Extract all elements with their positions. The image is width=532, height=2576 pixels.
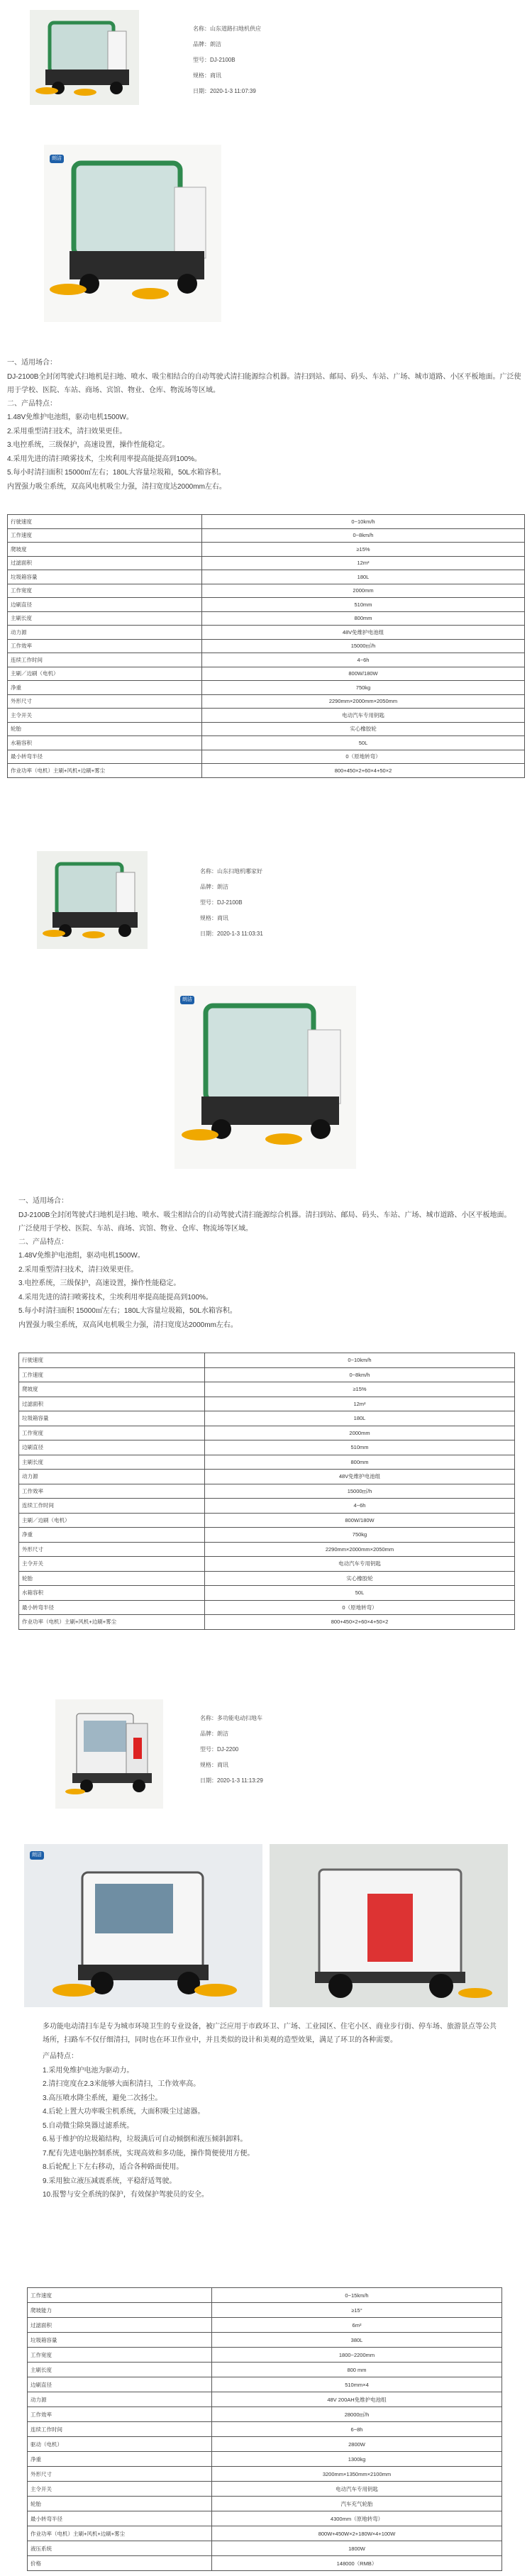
spec-label: 主刷长度 — [28, 2363, 212, 2377]
feature-item: 8.后轮配上下左右移动，适合各种路面使用。 — [43, 2163, 184, 2171]
spec-value: 800+450×2+60×4+50×2 — [202, 764, 525, 778]
sweeper-image — [174, 986, 356, 1169]
feature-item: 6.易于维护的垃圾箱结构，垃圾满后可自动倾倒和液压倾斜卸料。 — [43, 2136, 248, 2143]
product-thumbnail[interactable] — [30, 10, 139, 105]
spec-row — [28, 2392, 502, 2407]
spec-label: 过滤面积 — [8, 556, 202, 570]
spec-label: 工作效率 — [19, 1484, 205, 1499]
spec-value: 1800W — [212, 2541, 502, 2556]
spec-label: 水箱容积 — [19, 1586, 205, 1601]
spec-row — [28, 2303, 502, 2318]
spec-label: 作业功率（电机）主刷+风机+边刷+雾尘 — [28, 2526, 212, 2541]
spec-label: 工作宽度 — [19, 1426, 205, 1440]
spec-label: 主刷长度 — [8, 611, 202, 626]
spec-row — [28, 2288, 502, 2303]
spec-label: 最小转弯半径 — [28, 2511, 212, 2526]
spec-row — [28, 2497, 502, 2511]
spec-value: 3200mm×1350mm×2100mm — [212, 2467, 502, 2482]
spec-row — [19, 1615, 515, 1630]
feature-item: 4.采用先进的清扫喷雾技术，尘埃利用率提高能提高到100%。 — [7, 455, 201, 463]
spec-label: 动力源 — [8, 626, 202, 640]
spec-value: 0~8km/h — [205, 1367, 515, 1382]
spec-label: 垃圾箱容量 — [28, 2333, 212, 2348]
spec-label: 爬坡度 — [8, 543, 202, 557]
spec-label: 爬坡能力 — [28, 2303, 212, 2318]
spec-value: 15000㎡/h — [202, 639, 525, 653]
spec-label: 净重 — [19, 1528, 205, 1543]
feature-item: 2.采用重型清扫技术，清扫效果更佳。 — [18, 1265, 138, 1274]
product-brand: 品牌：朗洁 — [200, 1731, 228, 1737]
spec-row — [8, 653, 525, 667]
spec-label: 净重 — [8, 681, 202, 695]
spec-value: ≥15° — [212, 2303, 502, 2318]
product-brand: 品牌：朗洁 — [193, 41, 221, 48]
spec-row — [28, 2556, 502, 2571]
feature-item: 10.报警与安全系统的保护，有效保护驾驶员的安全。 — [43, 2191, 209, 2199]
spec-label: 行驶速度 — [19, 1353, 205, 1368]
spec-row — [8, 736, 525, 750]
spec-value: 380L — [212, 2333, 502, 2348]
spec-value: 电动汽车专用钥匙 — [202, 709, 525, 723]
spec-value: 800W/180W — [202, 667, 525, 681]
spec-value: 48V免维护电池组 — [205, 1470, 515, 1484]
spec-row — [19, 1470, 515, 1484]
spec-row — [28, 2437, 502, 2452]
brand-logo: 朗洁 — [180, 996, 194, 1004]
spec-value: 50L — [205, 1586, 515, 1601]
spec-label: 动力源 — [19, 1470, 205, 1484]
spec-value: 6~8h — [212, 2422, 502, 2437]
spec-row — [8, 709, 525, 723]
spec-row — [19, 1484, 515, 1499]
spec-value: 4300mm（原地转弯） — [212, 2511, 502, 2526]
spec-table — [18, 1353, 515, 1630]
sweeper-image — [270, 1844, 508, 2007]
spec-row — [8, 722, 525, 736]
spec-label: 外形尺寸 — [19, 1542, 205, 1557]
spec-label: 水箱容积 — [8, 736, 202, 750]
spec-row — [19, 1455, 515, 1470]
spec-value: 4~6h — [202, 653, 525, 667]
spec-value: 48V免维护电池组 — [202, 626, 525, 640]
spec-row — [19, 1382, 515, 1397]
spec-row — [28, 2511, 502, 2526]
feature-item: 5.每小时清扫面积 15000㎡左右；180L大容量垃圾箱，50L水箱容积。 — [18, 1307, 237, 1315]
spec-label: 工作效率 — [28, 2407, 212, 2422]
spec-row — [8, 667, 525, 681]
feature-item: 5.自动微尘除臭器过滤系统。 — [43, 2121, 134, 2130]
spec-value: 800+450×2+60×4+50×2 — [205, 1615, 515, 1630]
spec-value: 800mm — [205, 1455, 515, 1470]
feature-item: 1.48V免维护电池组，驱动电机1500W。 — [7, 413, 133, 421]
feature-item: 3.电控系统，三级保护，高速设置，操作性能稳定。 — [7, 441, 170, 449]
spec-value: 28000㎡/h — [212, 2407, 502, 2422]
spec-row — [28, 2333, 502, 2348]
spec-label: 主令开关 — [28, 2482, 212, 2497]
spec-label: 过滤面积 — [19, 1397, 205, 1411]
sweeper-image — [44, 145, 221, 322]
spec-row — [8, 611, 525, 626]
spec-value: 4~6h — [205, 1499, 515, 1514]
spec-label: 主刷／边刷（电机） — [19, 1513, 205, 1528]
spec-value: 2800W — [212, 2437, 502, 2452]
feature-item: 内置强力吸尘系统，双高风电机吸尘力强，清扫宽度达2000mm左右。 — [18, 1321, 238, 1329]
product-thumbnail[interactable] — [37, 851, 148, 949]
spec-row — [28, 2348, 502, 2363]
spec-label: 工作宽度 — [8, 584, 202, 598]
spec-row — [28, 2526, 502, 2541]
spec-label: 外形尺寸 — [8, 694, 202, 709]
spec-value: 48V 200AH免维护电池组 — [212, 2392, 502, 2407]
spec-label: 工作效率 — [8, 639, 202, 653]
product-name: 名称：山东道路扫地机供应 — [193, 26, 261, 32]
sweeper-image — [37, 851, 148, 949]
spec-row — [28, 2482, 502, 2497]
product-name: 名称：多功能电动扫地车 — [200, 1715, 262, 1721]
spec-label: 作业功率（电机）主刷+风机+边刷+雾尘 — [19, 1615, 205, 1630]
spec-value: 1800~2200mm — [212, 2348, 502, 2363]
spec-value: 2290mm×2000mm×2050mm — [202, 694, 525, 709]
spec-value: 510mm — [202, 598, 525, 612]
feature-item: 7.配有先进电脑控制系统，实现高效和多功能，操作简便使用方便。 — [43, 2149, 255, 2158]
feature-item: 2.采用重型清扫技术，清扫效果更佳。 — [7, 427, 127, 435]
spec-value: 实心橡胶轮 — [202, 722, 525, 736]
spec-value: 汽车充气轮胎 — [212, 2497, 502, 2511]
spec-row — [8, 556, 525, 570]
spec-value: 15000㎡/h — [205, 1484, 515, 1499]
spec-value: 0（原地转弯） — [205, 1600, 515, 1615]
spec-row — [28, 2318, 502, 2333]
product-model: 型号：DJ-2200 — [200, 1746, 239, 1753]
spec-row — [8, 584, 525, 598]
spec-value: 510mm×4 — [212, 2377, 502, 2392]
spec-label: 边刷直径 — [19, 1440, 205, 1455]
product-thumbnail[interactable] — [55, 1699, 163, 1809]
spec-label: 主令开关 — [19, 1557, 205, 1572]
spec-table — [7, 514, 525, 778]
spec-label: 轮胎 — [28, 2497, 212, 2511]
spec-row — [8, 694, 525, 709]
product-spec: 规格：商讯 — [200, 915, 228, 921]
spec-value: 2000mm — [202, 584, 525, 598]
spec-row — [19, 1367, 515, 1382]
product-photo-front — [24, 1844, 262, 2007]
product-spec: 规格：商讯 — [200, 1762, 228, 1768]
spec-row — [28, 2422, 502, 2437]
spec-label: 轮胎 — [19, 1571, 205, 1586]
sweeper-image — [24, 1844, 262, 2007]
feature-item: 1.采用免维护电池为驱动力。 — [43, 2066, 134, 2075]
spec-label: 最小转弯半径 — [8, 750, 202, 764]
feature-item: 9.采用独立液压减震系统，平稳舒适驾驶。 — [43, 2177, 177, 2185]
feature-item: 2.清扫宽度在2.3米能够大面积清扫，工作效率高。 — [43, 2080, 201, 2088]
spec-row — [8, 750, 525, 764]
spec-value: 电动汽车专用钥匙 — [212, 2482, 502, 2497]
spec-label: 工作速度 — [19, 1367, 205, 1382]
spec-label: 外形尺寸 — [28, 2467, 212, 2482]
intro-text: DJ-2100B全封闭驾驶式扫地机是扫地、喷水、吸尘相结合的自动驾驶式清扫能源综合机器。清扫到站、邮局、码头、车站、广场、城市道路、小区平板地面。广泛使用于学校、医院、车站、商场、宾馆、物业、仓库、物流场等区域。 — [18, 1211, 511, 1233]
spec-row — [28, 2452, 502, 2467]
spec-value: 800W/180W — [205, 1513, 515, 1528]
spec-value: 1300kg — [212, 2452, 502, 2467]
spec-value: 750kg — [205, 1528, 515, 1543]
spec-value: 0~15km/h — [212, 2288, 502, 2303]
product-model: 型号：DJ-2100B — [193, 57, 235, 63]
product-main-photo — [174, 986, 356, 1169]
spec-label: 连续工作时间 — [28, 2422, 212, 2437]
spec-label: 连续工作时间 — [8, 653, 202, 667]
feature-item: 4.后轮上置大功率吸尘机系统，大面积吸尘过滤器。 — [43, 2108, 205, 2116]
spec-label: 垃圾箱容量 — [8, 570, 202, 584]
spec-label: 价格 — [28, 2556, 212, 2571]
spec-value: 实心橡胶轮 — [205, 1571, 515, 1586]
spec-label: 工作速度 — [28, 2288, 212, 2303]
spec-value: 0~10km/h — [202, 515, 525, 529]
spec-label: 工作速度 — [8, 528, 202, 543]
spec-row — [19, 1499, 515, 1514]
spec-value: 148000（RMB） — [212, 2556, 502, 2571]
spec-value: 0~8km/h — [202, 528, 525, 543]
product-date: 日期：2020-1-3 11:13:29 — [200, 1777, 263, 1784]
spec-label: 工作宽度 — [28, 2348, 212, 2363]
spec-row — [28, 2363, 502, 2377]
spec-value: 510mm — [205, 1440, 515, 1455]
spec-row — [8, 515, 525, 529]
spec-label: 垃圾箱容量 — [19, 1411, 205, 1426]
section-title: 二、产品特点： — [7, 399, 57, 408]
spec-value: 0（原地转弯） — [202, 750, 525, 764]
intro-text: DJ-2100B全封闭驾驶式扫地机是扫地、喷水、吸尘相结合的自动驾驶式清扫能源综合机器。清扫到站、邮局、码头、车站、广场、城市道路、小区平板地面。广泛使用于学校、医院、车站、商场、宾馆、物业、仓库、物流场等区域。 — [7, 372, 521, 394]
spec-label: 液压系统 — [28, 2541, 212, 2556]
spec-row — [19, 1600, 515, 1615]
spec-value: 800W+450W×2+180W×4+100W — [212, 2526, 502, 2541]
spec-row — [8, 681, 525, 695]
feature-item: 3.电控系统，三级保护，高速设置，操作性能稳定。 — [18, 1279, 181, 1287]
brand-logo: 朗洁 — [50, 155, 64, 163]
spec-value: ≥15% — [202, 543, 525, 557]
spec-label: 边刷直径 — [8, 598, 202, 612]
spec-row — [8, 570, 525, 584]
spec-row — [8, 543, 525, 557]
spec-row — [19, 1528, 515, 1543]
intro-text: 多功能电动清扫车是专为城市环境卫生的专业设备，被广泛应用于市政环卫、广场、工业园区、住宅小区、商业步行街、停车场、旅游景点等公共场所，扫路车不仅仔细清扫，同时也在环卫作业中，并且类似的设计和美观的造型效果，满足了环卫的各种需要。 — [43, 2023, 497, 2044]
spec-row — [8, 528, 525, 543]
spec-value: 800 mm — [212, 2363, 502, 2377]
spec-value: 180L — [202, 570, 525, 584]
spec-row — [19, 1542, 515, 1557]
spec-row — [19, 1557, 515, 1572]
feature-item: 5.每小时清扫面积 15000㎡左右；180L大容量垃圾箱，50L水箱容积。 — [7, 469, 226, 477]
section-title: 产品特点： — [43, 2053, 78, 2060]
spec-row — [19, 1426, 515, 1440]
feature-item: 1.48V免维护电池组，驱动电机1500W。 — [18, 1252, 145, 1260]
spec-label: 爬坡度 — [19, 1382, 205, 1397]
spec-row — [8, 764, 525, 778]
spec-value: 12m² — [205, 1397, 515, 1411]
spec-label: 主刷长度 — [19, 1455, 205, 1470]
spec-label: 作业功率（电机）主刷+风机+边刷+雾尘 — [8, 764, 202, 778]
spec-value: 电动汽车专用钥匙 — [205, 1557, 515, 1572]
product-date: 日期：2020-1-3 11:03:31 — [200, 931, 263, 937]
spec-row — [19, 1571, 515, 1586]
spec-label: 动力源 — [28, 2392, 212, 2407]
product-main-photo — [44, 145, 221, 322]
product-photo-rear — [270, 1844, 508, 2007]
spec-value: 50L — [202, 736, 525, 750]
spec-value: 6m² — [212, 2318, 502, 2333]
spec-label: 行驶速度 — [8, 515, 202, 529]
brand-logo: 朗洁 — [30, 1851, 44, 1860]
feature-item: 3.高压喷水降尘系统，避免二次扬尘。 — [43, 2094, 162, 2102]
feature-item: 内置强力吸尘系统，双高风电机吸尘力强，清扫宽度达2000mm左右。 — [7, 482, 226, 491]
spec-row — [28, 2541, 502, 2556]
product-name: 名称：山东扫地机哪家好 — [200, 868, 262, 875]
spec-row — [8, 626, 525, 640]
spec-value: 12m² — [202, 556, 525, 570]
spec-label: 最小转弯半径 — [19, 1600, 205, 1615]
spec-label: 轮胎 — [8, 722, 202, 736]
spec-value: ≥15% — [205, 1382, 515, 1397]
spec-value: 180L — [205, 1411, 515, 1426]
spec-row — [8, 598, 525, 612]
sweeper-image — [55, 1699, 163, 1809]
spec-label: 主刷／边刷（电机） — [8, 667, 202, 681]
spec-value: 800mm — [202, 611, 525, 626]
product-brand: 品牌：朗洁 — [200, 884, 228, 890]
spec-value: 2290mm×2000mm×2050mm — [205, 1542, 515, 1557]
spec-row — [8, 639, 525, 653]
spec-value: 750kg — [202, 681, 525, 695]
spec-row — [19, 1411, 515, 1426]
spec-row — [28, 2377, 502, 2392]
spec-label: 驱动（电机） — [28, 2437, 212, 2452]
spec-row — [28, 2407, 502, 2422]
feature-item: 4.采用先进的清扫喷雾技术，尘埃利用率提高能提高到100%。 — [18, 1293, 213, 1301]
product-model: 型号：DJ-2100B — [200, 899, 243, 906]
spec-row — [19, 1513, 515, 1528]
product-date: 日期：2020-1-3 11:07:39 — [193, 88, 256, 94]
spec-label: 主令开关 — [8, 709, 202, 723]
spec-label: 连续工作时间 — [19, 1499, 205, 1514]
sweeper-image — [30, 10, 139, 105]
spec-label: 过滤面积 — [28, 2318, 212, 2333]
spec-label: 净重 — [28, 2452, 212, 2467]
section-title: 二、产品特点： — [18, 1238, 68, 1246]
spec-table — [27, 2287, 502, 2571]
spec-value: 2000mm — [205, 1426, 515, 1440]
spec-row — [19, 1440, 515, 1455]
spec-row — [19, 1353, 515, 1368]
product-spec: 规格：商讯 — [193, 72, 221, 79]
section-title: 一、适用场合： — [7, 359, 57, 367]
spec-label: 边刷直径 — [28, 2377, 212, 2392]
spec-row — [28, 2467, 502, 2482]
spec-row — [19, 1397, 515, 1411]
section-title: 一、适用场合： — [18, 1197, 68, 1205]
spec-row — [19, 1586, 515, 1601]
spec-value: 0~10km/h — [205, 1353, 515, 1368]
